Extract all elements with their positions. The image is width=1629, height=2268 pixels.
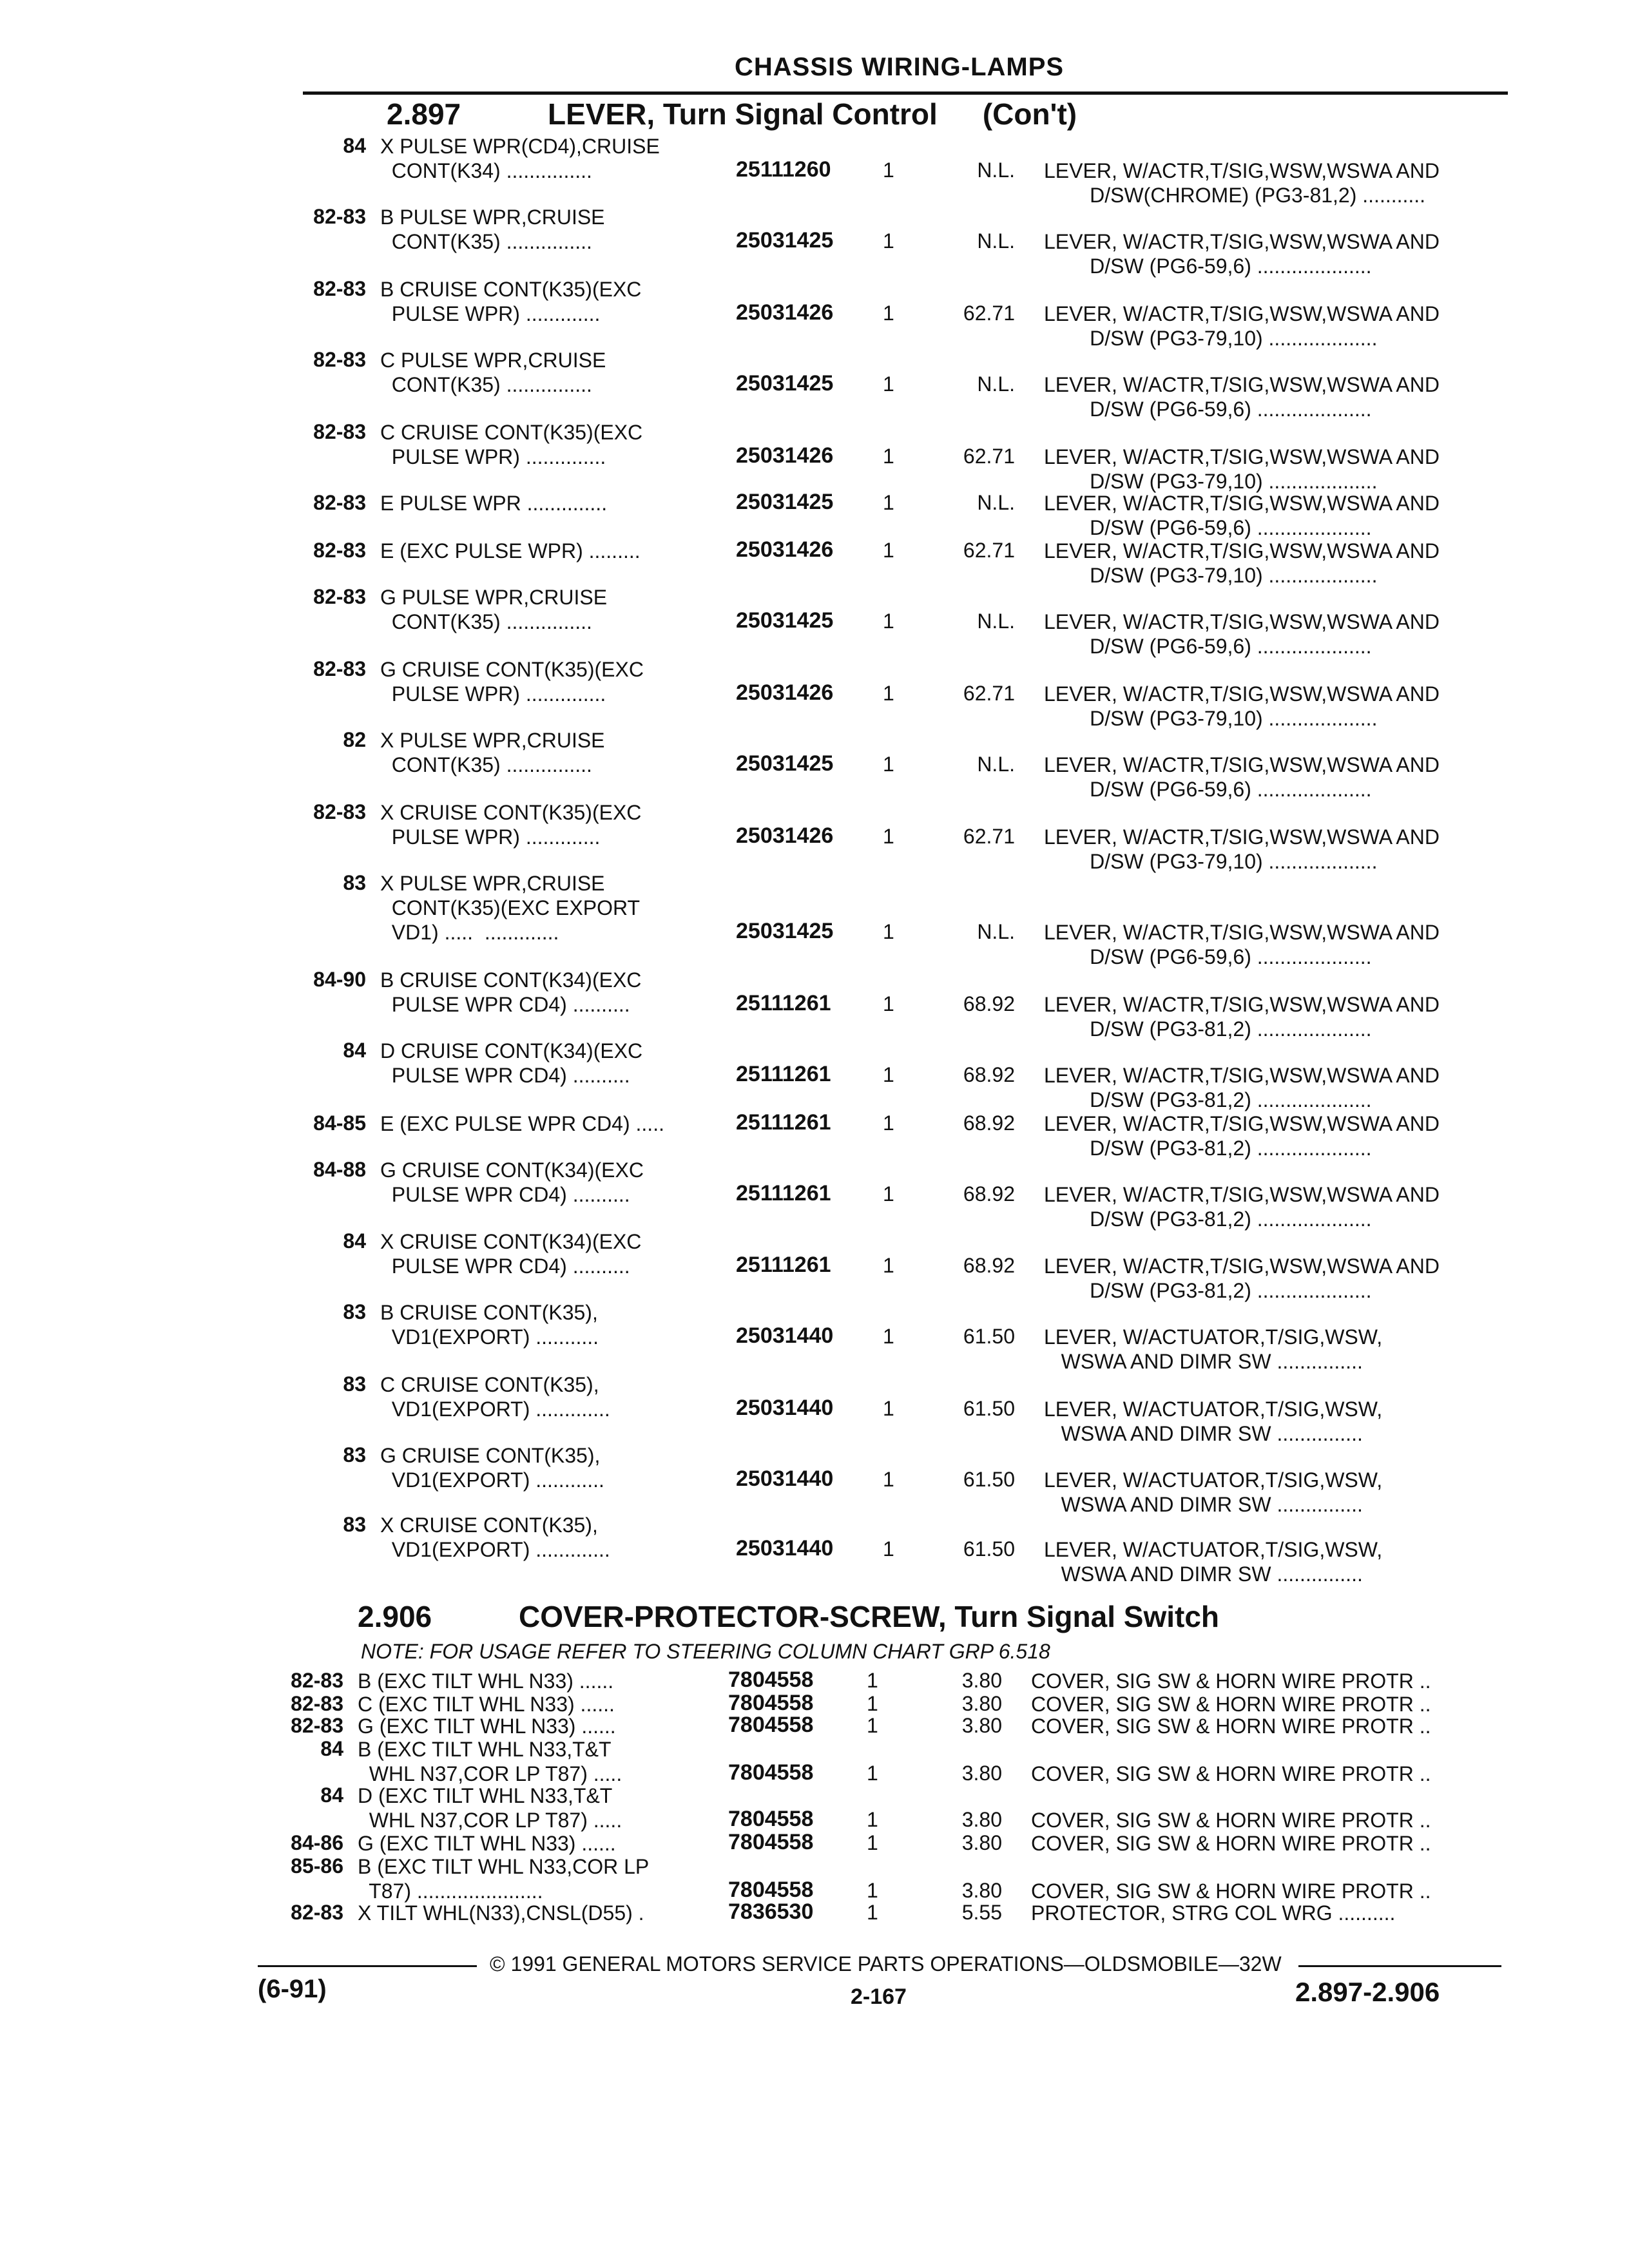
quantity: 1 (883, 753, 894, 776)
model-years: 82-83 (291, 1669, 343, 1692)
model-years: 82-83 (313, 205, 366, 228)
part-number: 25031426 (736, 823, 834, 848)
list-price: N.L. (977, 491, 1015, 514)
part-description: LEVER, W/ACTR,T/SIG,WSW,WSWA AND D/SW (PG3-81,2) .................... (1044, 1183, 1440, 1231)
part-number: 25031426 (736, 300, 834, 325)
copyright-line: © 1991 GENERAL MOTORS SERVICE PARTS OPERATIONS—OLDSMOBILE—32W (490, 1952, 1282, 1975)
quantity: 1 (867, 1762, 878, 1785)
list-price: 68.92 (963, 1182, 1015, 1206)
part-number: 7804558 (728, 1878, 814, 1902)
usage-description: E (EXC PULSE WPR CD4) ..... (380, 1112, 664, 1135)
model-years: 82-83 (313, 420, 366, 443)
usage-description: G (EXC TILT WHL N33) ...... (358, 1832, 616, 1855)
part-description: COVER, SIG SW & HORN WIRE PROTR .. (1031, 1715, 1431, 1738)
part-number: 25031425 (736, 608, 834, 633)
list-price: 61.50 (963, 1397, 1015, 1420)
part-description: COVER, SIG SW & HORN WIRE PROTR .. (1031, 1693, 1431, 1716)
model-years: 84 (320, 1737, 343, 1760)
part-description: LEVER, W/ACTUATOR,T/SIG,WSW, WSWA AND DIMR SW ............... (1044, 1398, 1383, 1445)
part-description: LEVER, W/ACTR,T/SIG,WSW,WSWA AND D/SW (PG3-81,2) .................... (1044, 1064, 1440, 1111)
usage-description: C PULSE WPR,CRUISE CONT(K35) ............... (380, 349, 606, 396)
part-description: LEVER, W/ACTR,T/SIG,WSW,WSWA AND D/SW (PG6-59,6) .................... (1044, 753, 1440, 801)
usage-description: B CRUISE CONT(K35), VD1(EXPORT) ........... (380, 1301, 599, 1349)
usage-description: C CRUISE CONT(K35)(EXC PULSE WPR) .............. (380, 421, 643, 468)
quantity: 1 (867, 1714, 878, 1737)
part-number: 25031425 (736, 919, 834, 943)
list-price: 3.80 (961, 1692, 1002, 1715)
part-description: LEVER, W/ACTR,T/SIG,WSW,WSWA AND D/SW (PG3-79,10) ................... (1044, 539, 1440, 587)
usage-description: B (EXC TILT WHL N33,T&T WHL N37,COR LP T87) ..... (358, 1738, 622, 1785)
list-price: N.L. (977, 229, 1015, 253)
part-number: 25031426 (736, 537, 834, 562)
list-price: 3.80 (961, 1762, 1002, 1785)
model-years: 82-83 (313, 348, 366, 371)
part-number: 25111261 (736, 1062, 831, 1086)
usage-description: X PULSE WPR(CD4),CRUISE CONT(K34) ............... (380, 135, 660, 182)
list-price: 3.80 (961, 1714, 1002, 1737)
model-years: 82-83 (313, 657, 366, 680)
usage-note: NOTE: FOR USAGE REFER TO STEERING COLUMN CHART GRP 6.518 (361, 1640, 1050, 1663)
model-years: 84-90 (313, 968, 366, 991)
part-number: 25031425 (736, 490, 834, 514)
part-number: 7804558 (728, 1760, 814, 1785)
footer-rule-right (1298, 1965, 1501, 1967)
part-description: COVER, SIG SW & HORN WIRE PROTR .. (1031, 1809, 1431, 1832)
part-number: 25031440 (736, 1466, 834, 1491)
part-number: 25111260 (736, 157, 831, 182)
model-years: 82-83 (313, 491, 366, 514)
list-price: 3.80 (961, 1669, 1002, 1692)
quantity: 1 (883, 539, 894, 562)
list-price: 68.92 (963, 1063, 1015, 1086)
quantity: 1 (883, 1182, 894, 1206)
model-years: 84 (320, 1783, 343, 1807)
part-number: 7836530 (728, 1899, 814, 1924)
list-price: N.L. (977, 610, 1015, 633)
model-years: 83 (343, 1300, 366, 1323)
model-years: 85-86 (291, 1854, 343, 1878)
part-number: 25031440 (736, 1396, 834, 1420)
footer-date-code: (6-91) (258, 1975, 327, 2003)
quantity: 1 (883, 445, 894, 468)
part-description: LEVER, W/ACTR,T/SIG,WSW,WSWA AND D/SW (PG3-81,2) .................... (1044, 1254, 1440, 1302)
model-years: 82-83 (291, 1692, 343, 1715)
part-description: LEVER, W/ACTR,T/SIG,WSW,WSWA AND D/SW (PG3-79,10) ................... (1044, 302, 1440, 350)
list-price: 68.92 (963, 992, 1015, 1015)
list-price: 61.50 (963, 1325, 1015, 1348)
model-years: 82-83 (291, 1714, 343, 1737)
section-heading-2906 (358, 1599, 1219, 1634)
model-years: 83 (343, 1372, 366, 1396)
part-description: LEVER, W/ACTR,T/SIG,WSW,WSWA AND D/SW (PG3-81,2) .................... (1044, 993, 1440, 1041)
section-number: 2.897 (387, 97, 461, 131)
usage-description: G (EXC TILT WHL N33) ...... (358, 1715, 616, 1738)
part-number: 25111261 (736, 1253, 831, 1277)
model-years: 82-83 (313, 800, 366, 823)
part-number: 7804558 (728, 1713, 814, 1737)
list-price: 61.50 (963, 1537, 1015, 1561)
model-years: 83 (343, 1513, 366, 1536)
quantity: 1 (867, 1901, 878, 1924)
part-description: LEVER, W/ACTR,T/SIG,WSW,WSWA AND D/SW (PG3-79,10) ................... (1044, 682, 1440, 730)
part-description: PROTECTOR, STRG COL WRG .......... (1031, 1901, 1396, 1925)
part-description: LEVER, W/ACTR,T/SIG,WSW,WSWA AND D/SW (PG6-59,6) .................... (1044, 492, 1440, 539)
usage-description: G CRUISE CONT(K34)(EXC PULSE WPR CD4) .......... (380, 1158, 644, 1206)
part-number: 25111261 (736, 1110, 831, 1135)
part-description: LEVER, W/ACTR,T/SIG,WSW,WSWA AND D/SW (PG3-79,10) ................... (1044, 825, 1440, 873)
quantity: 1 (867, 1669, 878, 1692)
part-description: LEVER, W/ACTUATOR,T/SIG,WSW, WSWA AND DIMR SW ............... (1044, 1468, 1383, 1516)
list-price: 62.71 (963, 682, 1015, 705)
usage-description: G PULSE WPR,CRUISE CONT(K35) ............... (380, 586, 608, 633)
part-description: LEVER, W/ACTR,T/SIG,WSW,WSWA AND D/SW (PG3-79,10) ................... (1044, 445, 1440, 493)
usage-description: B (EXC TILT WHL N33,COR LP T87) ...................... (358, 1855, 650, 1903)
quantity: 1 (883, 610, 894, 633)
usage-description: G CRUISE CONT(K35), VD1(EXPORT) ............ (380, 1444, 604, 1492)
part-number: 25031425 (736, 751, 834, 776)
quantity: 1 (883, 372, 894, 396)
quantity: 1 (883, 302, 894, 325)
model-years: 82-83 (291, 1901, 343, 1924)
usage-description: D CRUISE CONT(K34)(EXC PULSE WPR CD4) .......... (380, 1039, 643, 1087)
model-years: 83 (343, 871, 366, 894)
part-description: COVER, SIG SW & HORN WIRE PROTR .. (1031, 1762, 1431, 1785)
part-description: LEVER, W/ACTUATOR,T/SIG,WSW, WSWA AND DIMR SW ............... (1044, 1325, 1383, 1373)
section-continued: (Con't) (982, 97, 1077, 131)
part-number: 25031440 (736, 1536, 834, 1561)
part-number: 25111261 (736, 991, 831, 1015)
quantity: 1 (883, 1063, 894, 1086)
list-price: 3.80 (961, 1831, 1002, 1854)
part-number: 7804558 (728, 1807, 814, 1831)
usage-description: X PULSE WPR,CRUISE CONT(K35) ............... (380, 729, 605, 776)
usage-description: X TILT WHL(N33),CNSL(D55) . (358, 1901, 644, 1925)
model-years: 82 (343, 728, 366, 751)
part-description: LEVER, W/ACTR,T/SIG,WSW,WSWA AND D/SW (PG6-59,6) .................... (1044, 921, 1440, 968)
part-description: LEVER, W/ACTR,T/SIG,WSW,WSWA AND D/SW (PG6-59,6) .................... (1044, 373, 1440, 421)
quantity: 1 (867, 1808, 878, 1831)
quantity: 1 (883, 491, 894, 514)
quantity: 1 (883, 825, 894, 848)
model-years: 82-83 (313, 539, 366, 562)
part-number: 7804558 (728, 1667, 814, 1692)
usage-description: X PULSE WPR,CRUISE CONT(K35)(EXC EXPORT VD1) ..... ............. (380, 872, 641, 944)
part-description: LEVER, W/ACTR,T/SIG,WSW,WSWA AND D/SW (PG6-59,6) .................... (1044, 230, 1440, 278)
part-description: LEVER, W/ACTR,T/SIG,WSW,WSWA AND D/SW (PG6-59,6) .................... (1044, 610, 1440, 658)
usage-description: E (EXC PULSE WPR) ......... (380, 539, 641, 562)
quantity: 1 (883, 159, 894, 182)
quantity: 1 (867, 1879, 878, 1902)
usage-description: B CRUISE CONT(K34)(EXC PULSE WPR CD4) .......... (380, 968, 642, 1016)
quantity: 1 (883, 229, 894, 253)
part-description: COVER, SIG SW & HORN WIRE PROTR .. (1031, 1832, 1431, 1855)
model-years: 84-85 (313, 1111, 366, 1135)
list-price: 62.71 (963, 302, 1015, 325)
part-description: COVER, SIG SW & HORN WIRE PROTR .. (1031, 1669, 1431, 1693)
list-price: 62.71 (963, 825, 1015, 848)
model-years: 84 (343, 134, 366, 157)
list-price: N.L. (977, 753, 1015, 776)
part-description: LEVER, W/ACTR,T/SIG,WSW,WSWA AND D/SW (PG3-81,2) .................... (1044, 1112, 1440, 1160)
footer-page-number: 2-167 (851, 1984, 907, 2009)
part-description: LEVER, W/ACTR,T/SIG,WSW,WSWA AND D/SW(CHROME) (PG3-81,2) ........... (1044, 159, 1440, 207)
page-header-title: CHASSIS WIRING-LAMPS (735, 53, 1065, 81)
part-number: 25031440 (736, 1323, 834, 1348)
part-number: 7804558 (728, 1830, 814, 1854)
quantity: 1 (883, 1254, 894, 1277)
model-years: 84-88 (313, 1158, 366, 1181)
model-years: 82-83 (313, 585, 366, 608)
list-price: 5.55 (961, 1901, 1002, 1924)
list-price: 68.92 (963, 1111, 1015, 1135)
quantity: 1 (867, 1831, 878, 1854)
section-number: 2.906 (358, 1600, 432, 1633)
quantity: 1 (883, 1537, 894, 1561)
quantity: 1 (883, 920, 894, 943)
section-heading-2897 (387, 97, 1077, 131)
list-price: 61.50 (963, 1468, 1015, 1491)
quantity: 1 (883, 1111, 894, 1135)
part-number: 25031425 (736, 371, 834, 396)
usage-description: D (EXC TILT WHL N33,T&T WHL N37,COR LP T87) ..... (358, 1784, 622, 1832)
quantity: 1 (883, 1397, 894, 1420)
footer-item-range: 2.897-2.906 (1295, 1977, 1440, 2007)
usage-description: B PULSE WPR,CRUISE CONT(K35) ............... (380, 206, 605, 253)
usage-description: B (EXC TILT WHL N33) ...... (358, 1669, 614, 1693)
list-price: 3.80 (961, 1879, 1002, 1902)
model-years: 84 (343, 1229, 366, 1253)
quantity: 1 (883, 682, 894, 705)
part-number: 25031426 (736, 680, 834, 705)
usage-description: G CRUISE CONT(K35)(EXC PULSE WPR) .............. (380, 658, 644, 706)
usage-description: C CRUISE CONT(K35), VD1(EXPORT) ............. (380, 1373, 610, 1421)
quantity: 1 (867, 1692, 878, 1715)
section-title: COVER-PROTECTOR-SCREW, Turn Signal Switch (519, 1600, 1220, 1633)
list-price: N.L. (977, 372, 1015, 396)
usage-description: C (EXC TILT WHL N33) ...... (358, 1693, 615, 1716)
usage-description: X CRUISE CONT(K34)(EXC PULSE WPR CD4) .......... (380, 1230, 642, 1278)
list-price: N.L. (977, 920, 1015, 943)
model-years: 84 (343, 1039, 366, 1062)
model-years: 84-86 (291, 1831, 343, 1854)
list-price: 62.71 (963, 539, 1015, 562)
usage-description: B CRUISE CONT(K35)(EXC PULSE WPR) ............. (380, 278, 642, 325)
list-price: 62.71 (963, 445, 1015, 468)
quantity: 1 (883, 1468, 894, 1491)
header-rule (303, 91, 1508, 95)
part-description: COVER, SIG SW & HORN WIRE PROTR .. (1031, 1879, 1431, 1903)
part-description: LEVER, W/ACTUATOR,T/SIG,WSW, WSWA AND DIMR SW ............... (1044, 1538, 1383, 1586)
usage-description: X CRUISE CONT(K35)(EXC PULSE WPR) ............. (380, 801, 642, 849)
section-title: LEVER, Turn Signal Control (548, 97, 938, 131)
quantity: 1 (883, 1325, 894, 1348)
part-number: 7804558 (728, 1691, 814, 1715)
model-years: 83 (343, 1443, 366, 1466)
part-number: 25031425 (736, 228, 834, 253)
usage-description: E PULSE WPR .............. (380, 492, 608, 515)
usage-description: X CRUISE CONT(K35), VD1(EXPORT) ............. (380, 1514, 610, 1561)
part-number: 25031426 (736, 443, 834, 468)
footer-rule-left (258, 1965, 477, 1967)
list-price: 3.80 (961, 1808, 1002, 1831)
quantity: 1 (883, 992, 894, 1015)
model-years: 82-83 (313, 277, 366, 300)
list-price: N.L. (977, 159, 1015, 182)
part-number: 25111261 (736, 1181, 831, 1206)
list-price: 68.92 (963, 1254, 1015, 1277)
